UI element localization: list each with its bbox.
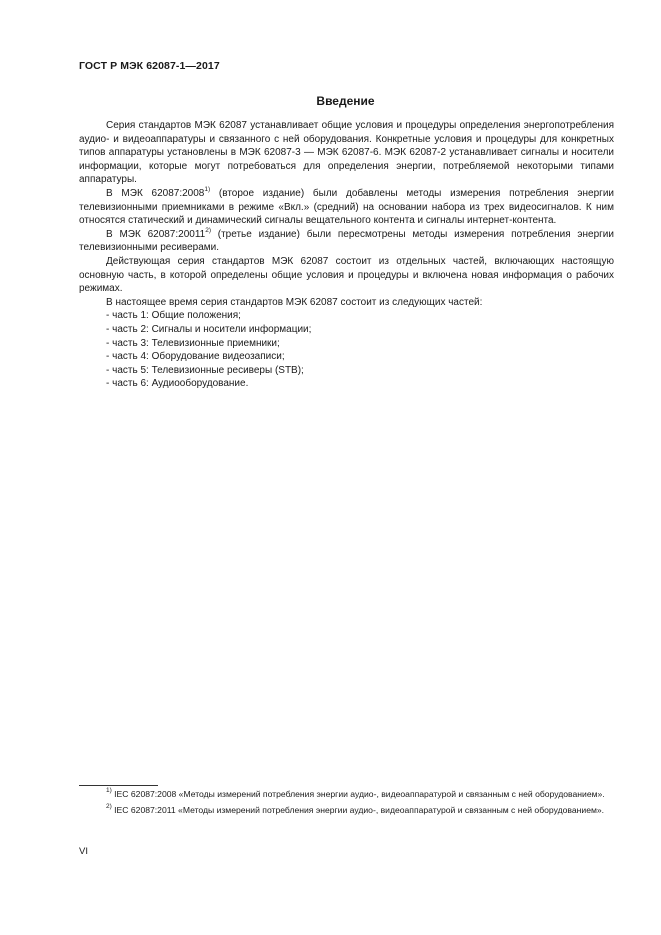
document-header: ГОСТ Р МЭК 62087-1—2017	[79, 60, 220, 72]
footnote-marker-2: 2)	[106, 802, 112, 810]
footnote-1	[79, 789, 614, 801]
list-item: - часть 3: Телевизионные приемники;	[106, 337, 280, 349]
footnote-divider	[79, 785, 158, 786]
parts-list	[79, 309, 614, 391]
introduction-body	[79, 119, 614, 391]
list-item: - часть 2: Сигналы и носители информации;	[106, 323, 312, 335]
footnote-marker-1: 1)	[106, 787, 112, 794]
paragraph-current-series: Действующая серия стандартов МЭК 62087 состоит из отдельных частей, включающих настоящую основную часть, в которой определены общие условия и процедуры и включена новая информация о рабочих режимах.	[79, 255, 614, 295]
page-number: VI	[79, 846, 88, 857]
footnote-2	[79, 802, 614, 817]
paragraph-parts-intro: В настоящее время серия стандартов МЭК 62087 состоит из следующих частей:	[106, 296, 483, 308]
list-item: - часть 6: Аудиооборудование.	[106, 378, 249, 390]
paragraph-series-overview: Серия стандартов МЭК 62087 устанавливает общие условия и процедуры определения энергопотребления аудио- и видеоаппаратуры и связанного с ней оборудования. Конкретные условия и процедуры для конкретных типов аппаратуры установлены в МЭК 62087-3 — МЭК 62087-6. МЭК 62087-2 устанавливает сигналы и носители информации, которые могут потребоваться для определения энергии, потребляемой некоторыми типами аппаратуры.	[79, 120, 614, 186]
paragraph-second-edition	[79, 187, 614, 228]
paragraph-third-edition-rest: (третье издание) были пересмотрены методы измерения потребления энергии телевизионными ресиверами.	[79, 228, 614, 254]
footnote-ref-1: 1)	[204, 185, 211, 193]
footnote-text-1: IEC 62087:2008 «Методы измерений потребления энергии аудио-, видеоаппаратурой и связанным с ней оборудованием».	[111, 789, 605, 799]
paragraph-third-edition	[79, 228, 614, 255]
list-item: - часть 4: Оборудование видеозаписи;	[106, 351, 285, 363]
paragraph-second-edition-rest: (второе издание) были добавлены методы измерения потребления энергии телевизионными приемниками в режиме «Вкл.» (средний) на основании набора из трех видеосигналов. К ним относятся статический и динамический сигналы вещательного контента и сигналы интернет-контента.	[79, 187, 615, 227]
paragraph-second-edition-lead: В МЭК 62087:2008	[106, 187, 205, 199]
list-item: - часть 5: Телевизионные ресиверы (STB);	[106, 364, 304, 376]
paragraph-third-edition-lead: В МЭК 62087:20011	[106, 228, 206, 240]
footnote-ref-2: 2)	[205, 226, 211, 234]
footnote-text-2: IEC 62087:2011 «Методы измерений потребления энергии аудио-, видеоаппаратурой и связанным с ней оборудованием».	[111, 804, 605, 815]
footnotes	[79, 789, 614, 820]
section-title: Введение	[316, 94, 375, 108]
list-item: - часть 1: Общие положения;	[106, 310, 241, 322]
